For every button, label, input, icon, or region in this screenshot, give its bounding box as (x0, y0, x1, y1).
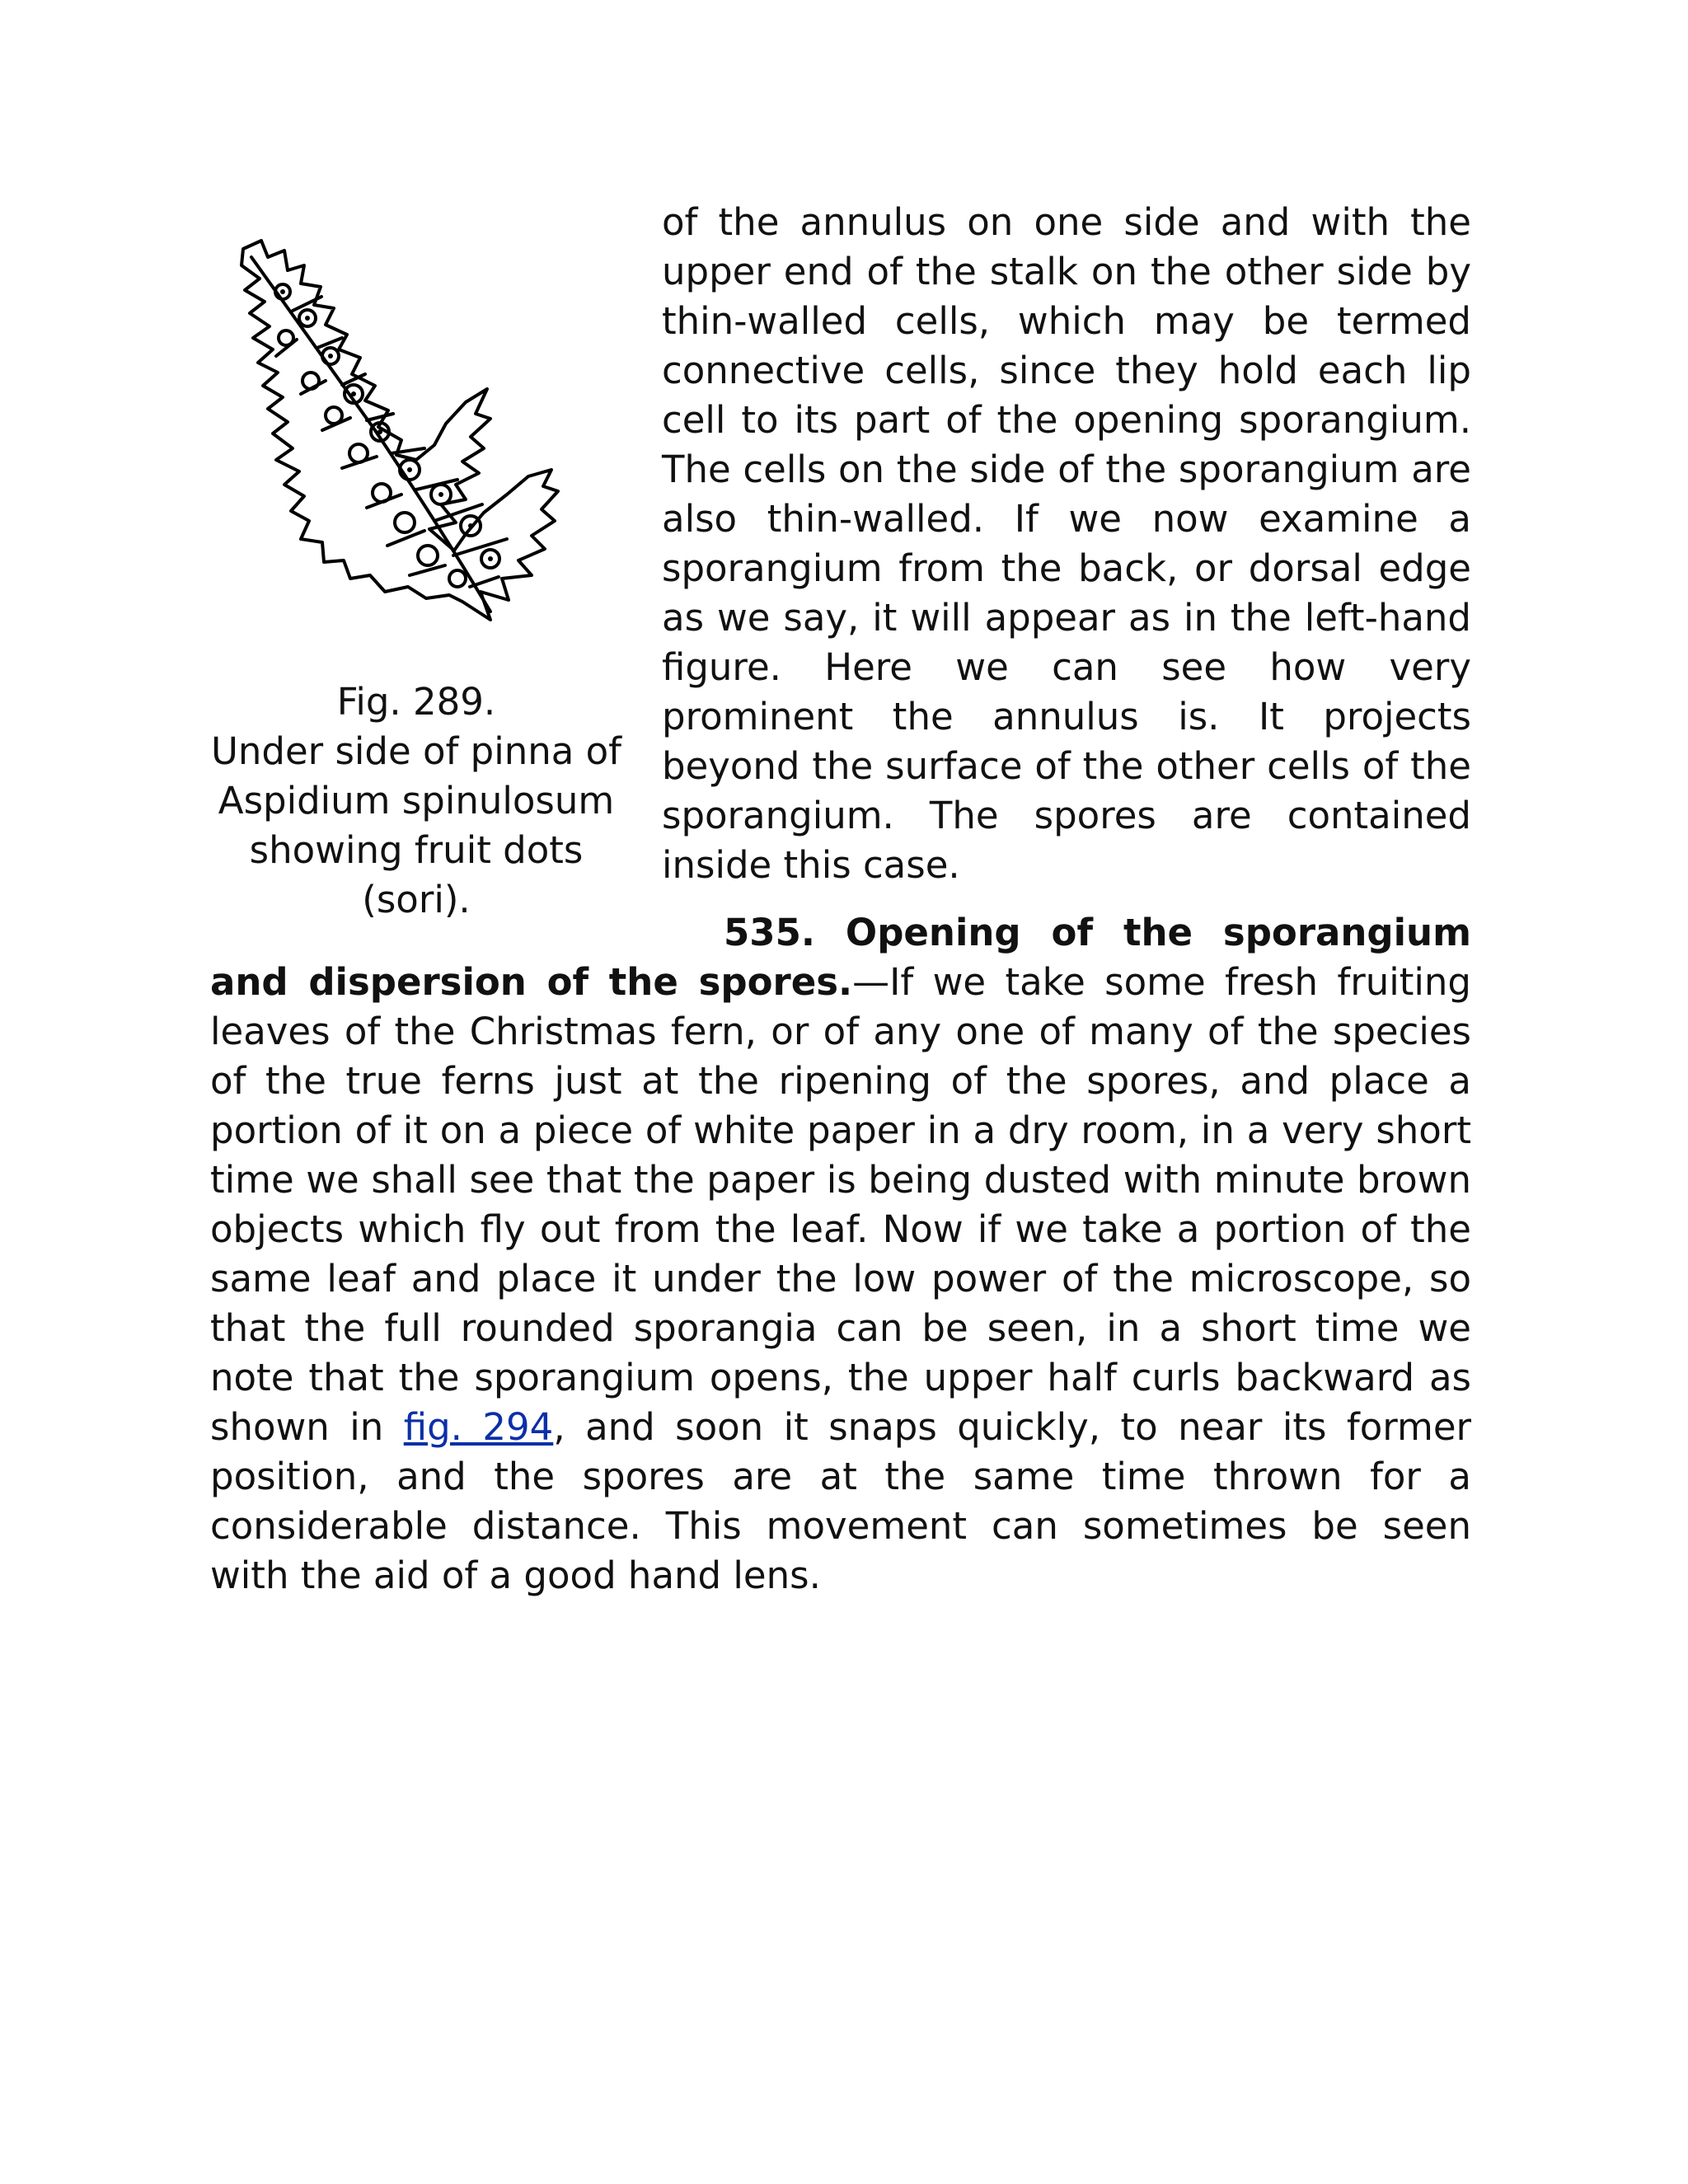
caption-line: (sori). (362, 878, 471, 921)
fern-pinna-illustration-icon (218, 232, 614, 644)
page-content (210, 198, 1471, 1601)
continued-paragraph: of the annulus on one side and with the upper end of the stalk on the other side by thin-walled cells, which may be termed connective cells, since they hold each lip cell to its part of the opening sporangium. The cells on the side of the sporangium are also thin-walled. If we now examine a sporangium from the back, or dorsal edge as we say, it will appear as in the left-hand figure. Here we can see how very prominent the annulus is. It projects beyond the surface of the other cells of the sporangium. The spores are contained inside this case. (662, 200, 1471, 887)
caption-line: Aspidium spinulosum (218, 779, 615, 823)
section-535-paragraph (210, 908, 1471, 1601)
caption-line: Under side of pinna of (210, 729, 622, 773)
section-heading: 535. Opening of the sporangium and dispersion of the spores. (210, 911, 1471, 1004)
figure-294-link[interactable]: fig. 294 (403, 1405, 554, 1449)
caption-line: showing fruit dots (249, 828, 584, 872)
section-text: —If we take some fresh fruiting leaves of the Christmas fern, or of any one of many of the species of the true ferns just at the ripening of the spores, and place a portion of it on a piece of white paper in a dry room, in a very short time we shall see that the paper is being dusted with minute brown objects which fly out from the leaf. Now if we take a portion of the same leaf and place it under the low power of the microscope, so that the full rounded sporangia can be seen, in a short time we note that the sporangium opens, the upper half curls backward as shown in (210, 960, 1471, 1449)
figure-289 (210, 232, 622, 925)
figure-label: Fig. 289. (336, 680, 496, 724)
figure-caption (210, 677, 622, 925)
section-text-end: , and soon it snaps quickly, to near its former position, and the spores are at the same time thrown for a considerable distance. This movement can sometimes be seen with the aid of a good hand lens. (210, 1405, 1471, 1597)
